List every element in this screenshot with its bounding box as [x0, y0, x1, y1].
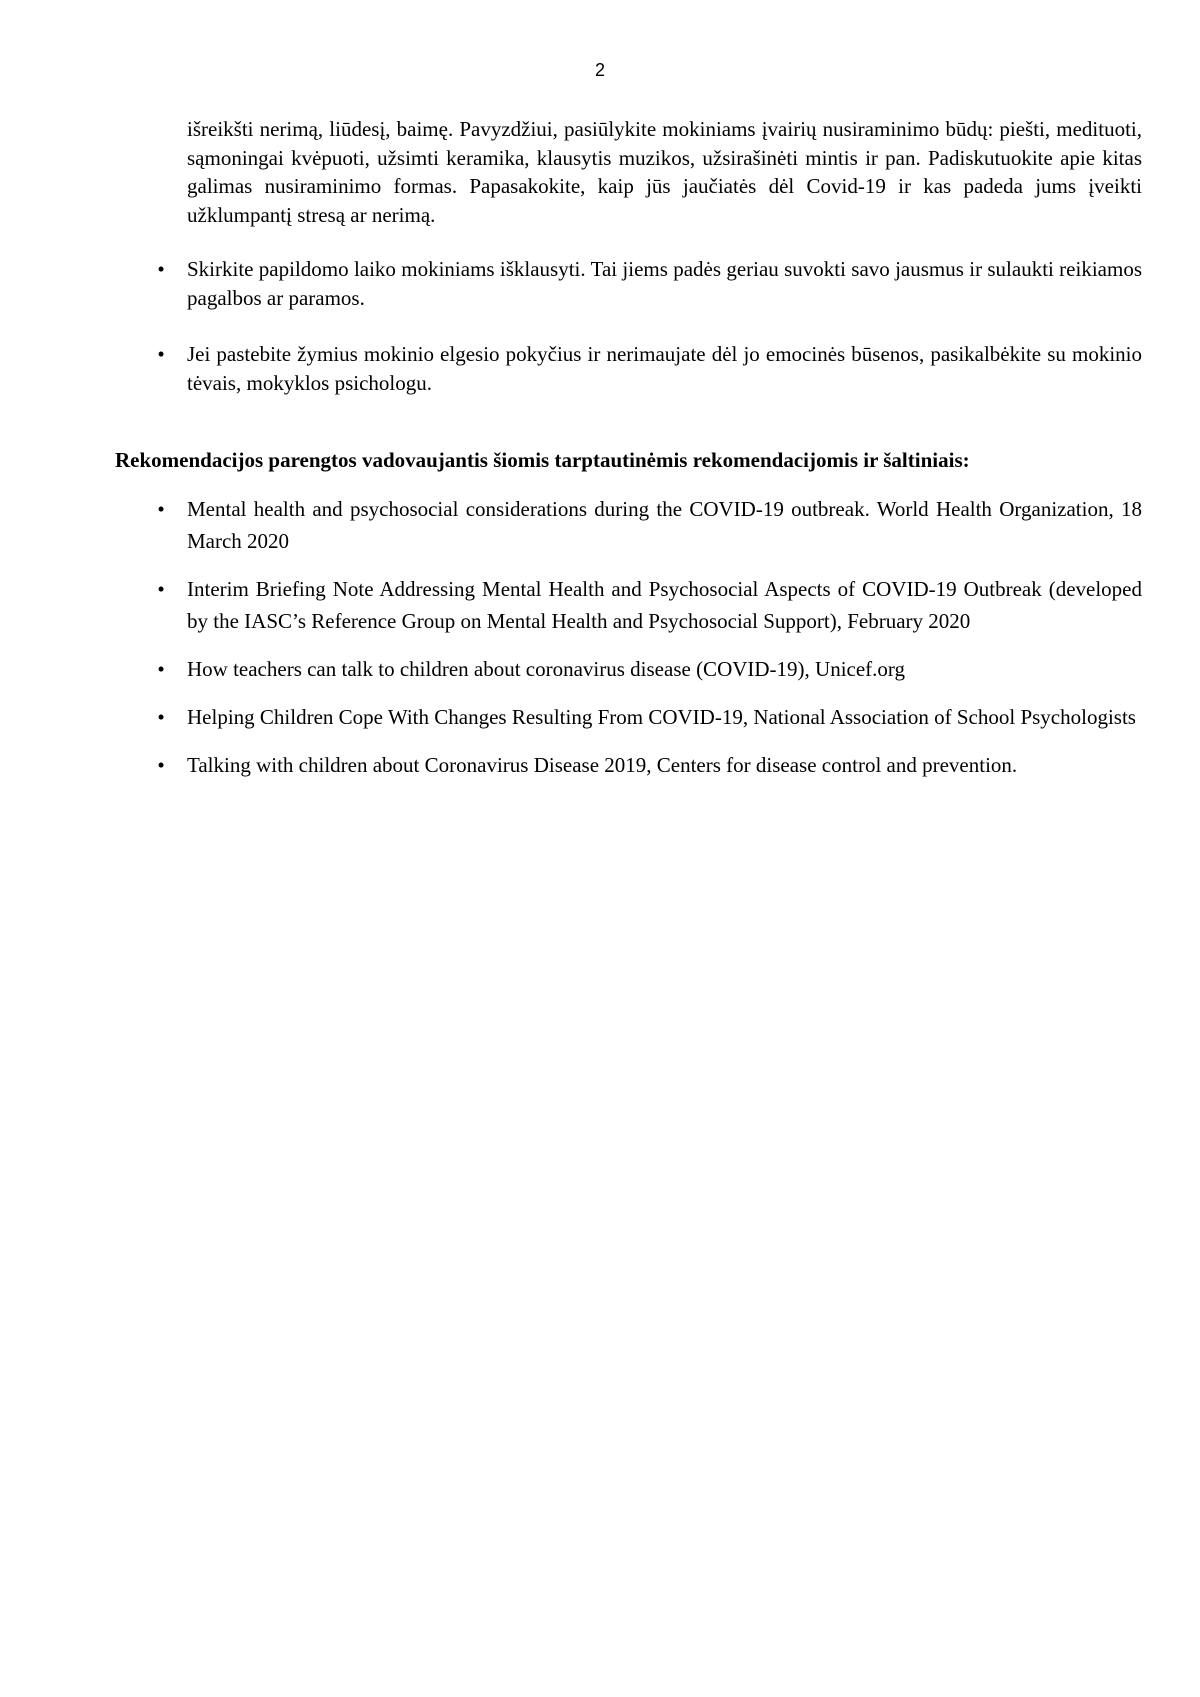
list-item-text: Helping Children Cope With Changes Resulting From COVID-19, National Association of School Psychologists — [187, 705, 1136, 729]
bullet-icon: • — [157, 497, 165, 521]
bullet-icon: • — [157, 257, 165, 281]
list-item-text: How teachers can talk to children about coronavirus disease (COVID-19), Unicef.org — [187, 657, 906, 681]
references-heading: Rekomendacijos parengtos vadovaujantis šiomis tarptautinėmis rekomendacijomis ir šaltiniais: — [115, 448, 970, 472]
list-item-text: Jei pastebite žymius mokinio elgesio pokyčius ir nerimaujate dėl jo emocinės būsenos, pasikalbėkite su mokinio tėvais, mokyklos psichologu. — [187, 342, 1142, 395]
bullet-icon: • — [157, 753, 165, 777]
list-item-text: Interim Briefing Note Addressing Mental Health and Psychosocial Aspects of COVID-19 Outbreak (developed by the IASC’s Reference Group on Mental Health and Psychosocial Support), February 2020 — [187, 577, 1142, 633]
tips-list — [115, 255, 1142, 425]
bullet-icon: • — [157, 342, 165, 366]
list-item-text: Talking with children about Coronavirus Disease 2019, Centers for disease control and prevention. — [187, 753, 1018, 777]
bullet-icon: • — [157, 657, 165, 681]
bullet-icon: • — [157, 705, 165, 729]
list-item — [115, 701, 1142, 733]
list-item-text: Mental health and psychosocial considerations during the COVID-19 outbreak. World Health Organization, 18 March 2020 — [187, 497, 1142, 553]
list-item — [115, 255, 1142, 312]
list-item — [115, 340, 1142, 397]
continued-paragraph: išreikšti nerimą, liūdesį, baimę. Pavyzdžiui, pasiūlykite mokiniams įvairių nusiraminimo būdų: piešti, medituoti, sąmoningai kvėpuoti, užsimti keramika, klausytis muzikos, užsirašinėti mintis ir pan. Padiskutuokite apie kitas galimas nusiraminimo formas. Papasakokite, kaip jūs jaučiatės dėl Covid-19 ir kas padeda jums įveikti užklumpantį stresą ar nerimą. — [187, 117, 1142, 227]
references-list — [115, 493, 1142, 797]
list-item — [115, 493, 1142, 557]
list-item — [115, 573, 1142, 637]
page-number: 2 — [594, 60, 605, 80]
list-item — [115, 653, 1142, 685]
list-item-text: Skirkite papildomo laiko mokiniams išklausyti. Tai jiems padės geriau suvokti savo jausmus ir sulaukti reikiamos pagalbos ar paramos. — [187, 257, 1142, 310]
bullet-icon: • — [157, 577, 165, 601]
continued-paragraph-block — [115, 115, 1142, 229]
list-item — [115, 749, 1142, 781]
